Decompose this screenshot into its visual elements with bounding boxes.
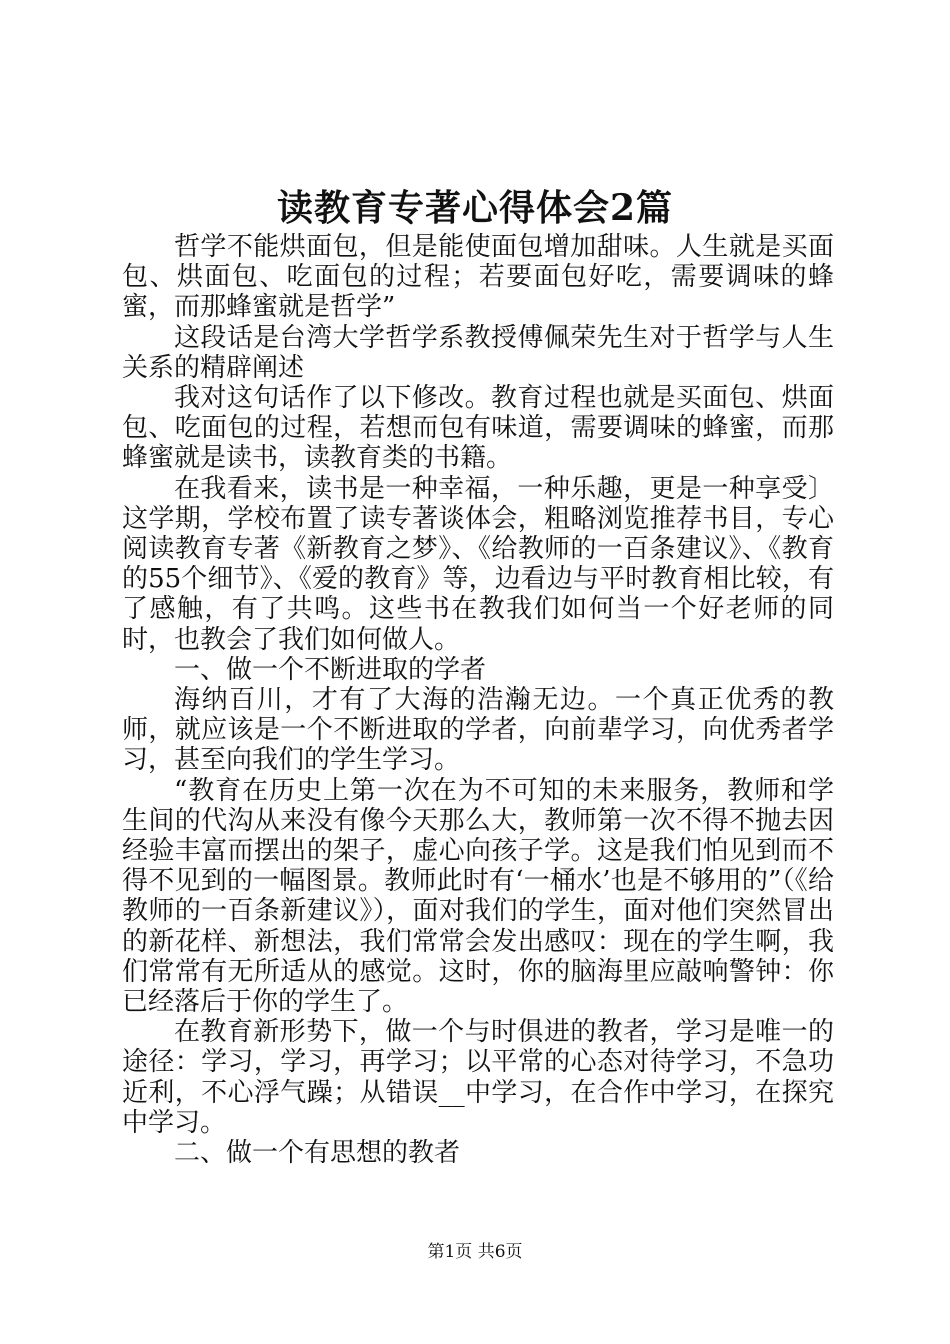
document-title: 读教育专著心得体会2篇	[276, 187, 674, 229]
section-heading: 一、做一个不断进取的学者	[174, 654, 487, 685]
paragraph: “教育在历史上第一次在为不可知的未来服务，教师和学生间的代沟从来没有像今天那么大，教师第一次不得不抛去因经验丰富而摆出的架子，虚心向孩子学。这是我们怕见到而不得不见到的一幅图景。教师此时有‘一桶水’也是不够用的”（《给教师的一百条新建议》），面对我们的学生，面对他们突然冒出的新花样、新想法，我们常常会发出感叹：现在的学生啊，我们常常有无所适从的感觉。这时，你的脑海里应敲响警钟：你已经落后于你的学生了。	[122, 775, 834, 1018]
section-heading: 二、做一个有思想的教者	[174, 1138, 461, 1169]
paragraph: 海纳百川，才有了大海的浩瀚无边。一个真正优秀的教师，就应该是一个不断进取的学者，向前辈学习，向优秀者学习，甚至向我们的学生学习。	[122, 685, 834, 776]
paragraph: 这段话是台湾大学哲学系教授傅佩荣先生对于哲学与人生关系的精辟阐述	[122, 322, 834, 383]
paragraph: 哲学不能烘面包，但是能使面包增加甜味。人生就是买面包、烘面包、吃面包的过程；若要面包好吃，需要调味的蜂蜜，而那蜂蜜就是哲学”	[122, 232, 834, 323]
page-footer: 第1页 共6页	[427, 1242, 523, 1262]
paragraph: 在教育新形势下，做一个与时俱进的教者，学习是唯一的途径：学习，学习，再学习；以平常的心态对待学习，不急功近利，不心浮气躁；从错误__中学习，在合作中学习，在探究中学习。	[122, 1017, 834, 1138]
document-body	[122, 232, 834, 1168]
paragraph: 在我看来，读书是一种幸福，一种乐趣，更是一种享受〕这学期，学校布置了读专著谈体会，粗略浏览推荐书目，专心阅读教育专著《新教育之梦》、《给教师的一百条建议》、《教育的55个细节》、《爱的教育》等，边看边与平时教育相比较，有了感触，有了共鸣。这些书在教我们如何当一个好老师的同时，也教会了我们如何做人。	[122, 473, 834, 655]
paragraph: 我对这句话作了以下修改。教育过程也就是买面包、烘面包、吃面包的过程，若想而包有味道，需要调味的蜂蜜，而那蜂蜜就是读书，读教育类的书籍。	[122, 383, 834, 474]
